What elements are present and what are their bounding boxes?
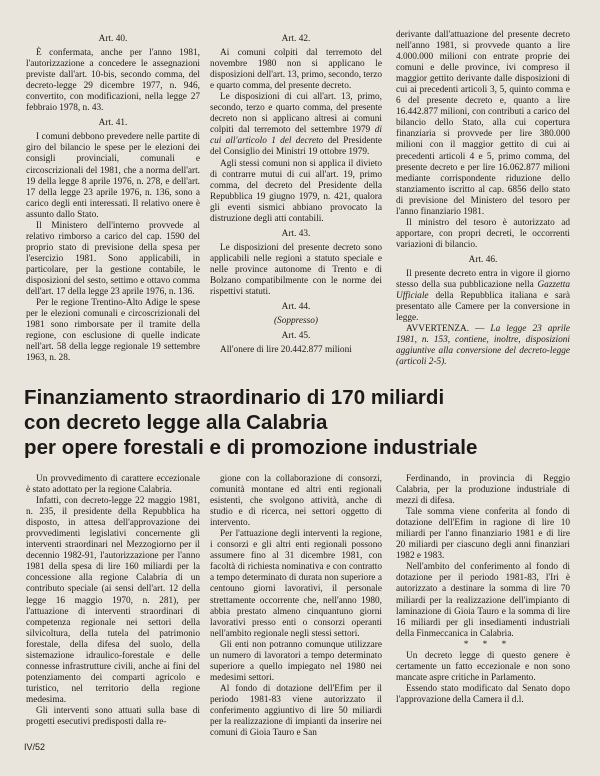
article-42-paragraph-2-italic: di cui all'articolo 1 del decreto [210, 125, 382, 147]
article-column-3-paragraph-2: Tale somma viene conferita al fondo di dotazione dell'Efim in ragione di lire 10 miliardi per l'anno finanziario 1981 e di lire 20 miliardi per ciascuno degli anni finanziari 1982 e 1983. [396, 507, 570, 562]
gazzetta-ufficiale-italic: Gazzetta Ufficiale [396, 280, 570, 302]
article-42-paragraph-3: Agli stessi comuni non si applica il divieto di contrarre mutui di cui all'art. 19, primo comma, del decreto del Presidente della Repubblica 19 giugno 1979, n. 421, qualora gli eventi sismici abbiano provocato la distruzione degli atti contabili. [210, 158, 382, 224]
article-column-2-paragraph-1: gione con la collaborazione di consorzi, comunità montane ed altri enti regionali esistenti, che svolgono attività, anche di studio e di ricerca, nei settori oggetto di intervento. [210, 474, 382, 529]
article-41-heading: Art. 41. [98, 118, 128, 129]
article-44-heading: Art. 44. [281, 302, 311, 313]
article-42-paragraph-2-start: Le disposizioni di cui all'art. 13, primo, secondo, terzo e quarto comma, del presente decreto non si applicano altresì ai comuni colpiti dal terremoto del settembre 1979 [210, 92, 382, 136]
section-separator: * * * [463, 639, 513, 650]
article-column-1 [26, 474, 200, 728]
article-42-paragraph-2 [210, 92, 382, 158]
upper-column-3 [396, 30, 570, 368]
article-45-text: All'onere di lire 20.442.877 milioni [220, 345, 352, 356]
upper-column-1 [26, 30, 200, 364]
upper-column-2 [210, 30, 382, 356]
article-45-heading: Art. 45. [281, 331, 311, 342]
article-46-text-end: della Repubblica italiana e sarà presentato alle Camere per la conversione in legge. [396, 291, 570, 324]
article-46-text-start: Il presente decreto entra in vigore il giorno stesso della sua pubblicazione nella [396, 268, 570, 291]
article-column-2-paragraph-3: Gli enti non potranno comunque utilizzare un numero di lavoratori a tempo determinato superiore a quello impiegato nel 1980 nei medesimi settori. [210, 639, 382, 683]
article-column-3-paragraph-4: Un decreto legge di questo genere è certamente un fatto eccezionale e non sono mancate aspre critiche in Parlamento. [396, 650, 570, 683]
article-42-heading: Art. 42. [281, 34, 311, 44]
article-43-text: Le disposizioni del presente decreto sono applicabili nelle regioni a statuto speciale e nelle province autonome di Trento e di Bolzano compatibilmente con le norme dei rispettivi statuti. [210, 242, 382, 298]
article-paragraph-3: Gli interventi sono attuati sulla base di progetti esecutivi predisposti dalla re- [26, 705, 200, 728]
article-column-3-paragraph-5: Essendo stato modificato dal Senato dopo l'approvazione della Camera il d.l. [396, 683, 570, 705]
page-number: IV/52 [24, 742, 46, 752]
article-40-heading: Art. 40. [98, 34, 128, 44]
article-column-3 [396, 474, 570, 706]
avvertenza-text: La legge 23 aprile 1981, n. 153, contiene, inoltre, disposizioni aggiuntive alla conversione del decreto-legge (articoli 2-5). [396, 324, 570, 368]
article-column-3-paragraph-1: Ferdinando, in provincia di Reggio Calabria, per la produzione industriale di mezzi di difesa. [396, 474, 570, 507]
article-45-budget-variations: Il ministro del tesoro è autorizzato ad apportare, con propri decreti, le occorrenti variazioni di bilancio. [396, 217, 570, 250]
headline-line-2: con decreto legge alla Calabria [24, 410, 328, 434]
headline-line-3: per opere forestali e di promozione industriale [24, 435, 478, 459]
article-41-paragraph-1: I comuni debbono prevedere nelle partite di giro del bilancio le spese per le elezioni dei consigli provinciali, comunali e circoscrizionali del 1981, che a norma dell'art. 19 della legge 8 aprile 1976, n. 278, e dell'art. 17 della legge 23 aprile 1976, n. 136, sono a carico degli enti interessati. Il relativo onere è assunto dallo Stato. [26, 132, 200, 220]
avvertenza-note [396, 324, 570, 368]
headline-line-1: Finanziamento straordinario di 170 miliardi [24, 386, 445, 409]
article-40-text: È confermata, anche per l'anno 1981, l'autorizzazione a concedere le assegnazioni previste dall'art. 10-bis, secondo comma, del decreto-legge 29 dicembre 1977, n. 946, convertito, con modificazioni, nella legge 27 febbraio 1978, n. 43. [26, 48, 200, 114]
article-46-text [396, 269, 570, 324]
article-44-soppresso: (Soppresso) [273, 316, 319, 327]
article-45-continuation: derivante dall'attuazione del presente decreto nell'anno 1981, si provvede quanto a lire 4.000.000 milioni con entrate proprie dei comuni e delle province, ivi compreso il maggior gettito derivante dalle disposizioni di cui ai precedenti articoli 3, 5, quinto comma e 6 del presente decreto e, quanto a lire 16.442.877 milioni, con contributi a carico del bilancio dello Stato, alla cui copertura finanziaria si provvede per lire 380.000 milioni con il maggior gettito di cui ai precedenti articoli 4 e 5, primo comma, del presente decreto e per lire 16.062.877 milioni mediante corrispondente riduzione dello stanziamento iscritto al cap. 6856 dello stato di previsione del Ministero del tesoro per l'anno finanziario 1981. [396, 30, 570, 217]
article-41-paragraph-2: Il Ministero dell'interno provvede al relativo rimborso a carico del cap. 1590 del proprio stato di previsione della spesa per l'esercizio 1981. Sono applicabili, in particolare, per la gestione contabile, le disposizioni del sesto, settimo e ottavo comma dell'art. 17 della legge 23 aprile 1976, n. 136. [26, 220, 200, 298]
article-paragraph-1: Un provvedimento di carattere eccezionale è stato adottato per la regione Calabria. [26, 474, 200, 496]
article-43-heading: Art. 43. [281, 228, 311, 239]
article-41-paragraph-3: Per le regione Trentino-Alto Adige le spese per le elezioni comunali e circoscrizionali del 1981 sono rimborsate per il tramite della regione, con esclusione di quelle indicate nell'art. 58 della legge regionale 19 settembre 1963, n. 28. [26, 298, 200, 364]
article-headline [24, 386, 584, 460]
article-column-2 [210, 474, 382, 739]
article-paragraph-2: Infatti, con decreto-legge 22 maggio 1981, n. 235, il presidente della Repubblica ha disposto, in attesa dell'approvazione dei provvedimenti legislativi concernente gli interventi straordinari nel Mezzogiorno per il decennio 1982-91, l'autorizzazione per l'anno 1981 della spesa di lire 160 miliardi per la concessione alla regione Calabria di un contributo speciale (ai sensi dell'art. 12 della legge 16 maggio 1970, n. 281), per l'attuazione di interventi straordinari di competenza regionale nei settori della silvicoltura, della tutela del patrimonio forestale, della difesa del suolo, della sistemazione idraulico-forestale e delle connesse infrastrutture civili, anche ai fini del potenziamento dei comparti agricolo e turistico, nel territorio della regione medesima. [26, 496, 200, 705]
article-column-3-paragraph-3: Nell'ambito del conferimento al fondo di dotazione per il periodo 1981-83, l'Iri è autorizzato a destinare la somma di lire 70 miliardi per la realizzazione dell'impianto di laminazione di Gioia Tauro e la somma di lire 16 miliardi per gli insediamenti industriali della Finmeccanica in Calabria. [396, 562, 570, 639]
article-42-paragraph-2-end: del Presidente del Consiglio dei Ministri 19 ottobre 1979. [210, 136, 383, 158]
article-column-2-paragraph-4: Al fondo di dotazione dell'Efim per il periodo 1981-83 viene autorizzato il conferimento aggiuntivo di lire 50 miliardi per la realizzazione di impianti da inserire nei comuni di Gioia Tauro e San [210, 683, 382, 739]
article-46-heading: Art. 46. [468, 254, 498, 265]
article-42-paragraph-1: Ai comuni colpiti dal terremoto del novembre 1980 non si applicano le disposizioni dell'art. 13, primo, secondo, terzo e quarto comma, del presente decreto. [210, 48, 382, 92]
article-column-2-paragraph-2: Per l'attuazione degli interventi la regione, i consorzi e gli altri enti regionali possono assumere fino al 31 dicembre 1981, con facoltà di richiesta nominativa e con contratto a tempo determinato di durata non superiore a centouno giorni lavorativi, il personale strettamente occorrente che, nell'anno 1980, abbia prestato almeno cinquantuno giorni lavorativi presso enti o consorzi operanti nell'ambito regionale negli stessi settori. [210, 529, 382, 639]
avvertenza-label: AVVERTENZA. — [406, 324, 485, 335]
